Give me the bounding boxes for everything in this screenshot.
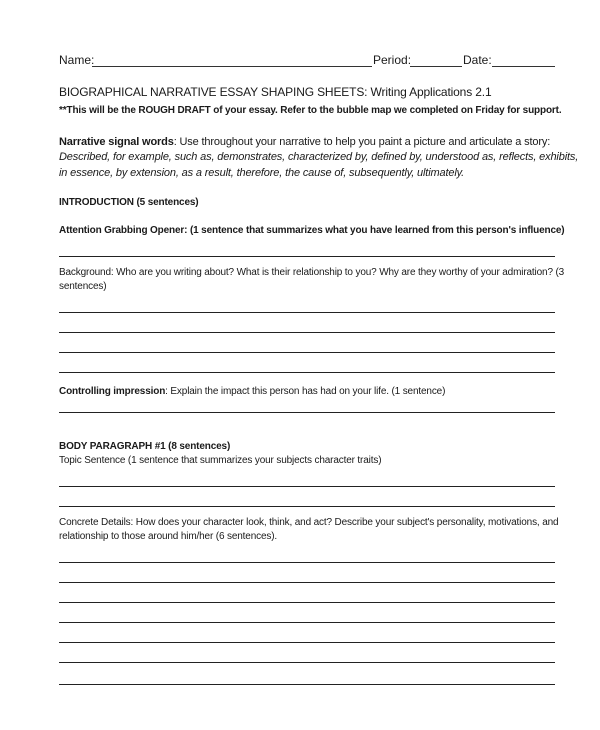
details-answer-line[interactable] xyxy=(59,642,555,643)
rough-draft-note: **This will be the ROUGH DRAFT of your essay. Refer to the bubble map we completed on Friday for support. xyxy=(59,105,562,116)
period-field[interactable] xyxy=(410,66,462,67)
body-paragraph-heading: BODY PARAGRAPH #1 (8 sentences) xyxy=(59,441,231,452)
details-answer-line[interactable] xyxy=(59,684,555,685)
background-prompt-cont: sentences) xyxy=(59,281,107,292)
attention-opener-prompt: Attention Grabbing Opener: (1 sentence that summarizes what you have learned from this person's influence) xyxy=(59,225,565,236)
signal-words-list-2: in essence, by extension, as a result, therefore, the cause of, subsequently, ultimately. xyxy=(59,167,465,179)
signal-words-list-1: Described, for example, such as, demonstrates, characterized by, defined by, understood as, reflects, exhibits, xyxy=(59,151,579,163)
concrete-details-prompt-cont: relationship to those around him/her (6 sentences). xyxy=(59,531,278,542)
background-answer-line[interactable] xyxy=(59,352,555,353)
details-answer-line[interactable] xyxy=(59,562,555,563)
controlling-impression-text: : Explain the impact this person has had on your life. (1 sentence) xyxy=(165,386,446,397)
name-field[interactable] xyxy=(92,66,372,67)
details-answer-line[interactable] xyxy=(59,662,555,663)
introduction-heading: INTRODUCTION (5 sentences) xyxy=(59,197,199,208)
concrete-details-prompt: Concrete Details: How does your character look, think, and act? Describe your subject's personality, motivations, and xyxy=(59,517,559,528)
topic-sentence-prompt: Topic Sentence (1 sentence that summarizes your subjects character traits) xyxy=(59,455,382,466)
opener-answer-line[interactable] xyxy=(59,256,555,257)
controlling-answer-line[interactable] xyxy=(59,412,555,413)
background-answer-line[interactable] xyxy=(59,312,555,313)
details-answer-line[interactable] xyxy=(59,582,555,583)
background-prompt: Background: Who are you writing about? What is their relationship to you? Why are they worthy of your admiration? (3 xyxy=(59,267,565,278)
date-field[interactable] xyxy=(492,66,555,67)
details-answer-line[interactable] xyxy=(59,622,555,623)
date-label: Date: xyxy=(463,53,492,67)
signal-words-label: Narrative signal words xyxy=(59,136,174,148)
topic-answer-line[interactable] xyxy=(59,486,555,487)
page-title: BIOGRAPHICAL NARRATIVE ESSAY SHAPING SHEETS: Writing Applications 2.1 xyxy=(59,85,492,99)
details-answer-line[interactable] xyxy=(59,602,555,603)
background-answer-line[interactable] xyxy=(59,332,555,333)
background-answer-line[interactable] xyxy=(59,372,555,373)
name-label: Name: xyxy=(59,53,95,67)
controlling-impression-label: Controlling impression xyxy=(59,386,166,397)
topic-answer-line[interactable] xyxy=(59,506,555,507)
period-label: Period: xyxy=(373,53,412,67)
controlling-impression-prompt xyxy=(59,385,445,398)
signal-words-intro xyxy=(59,135,550,149)
signal-words-text: : Use throughout your narrative to help you paint a picture and articulate a story: xyxy=(173,136,551,148)
